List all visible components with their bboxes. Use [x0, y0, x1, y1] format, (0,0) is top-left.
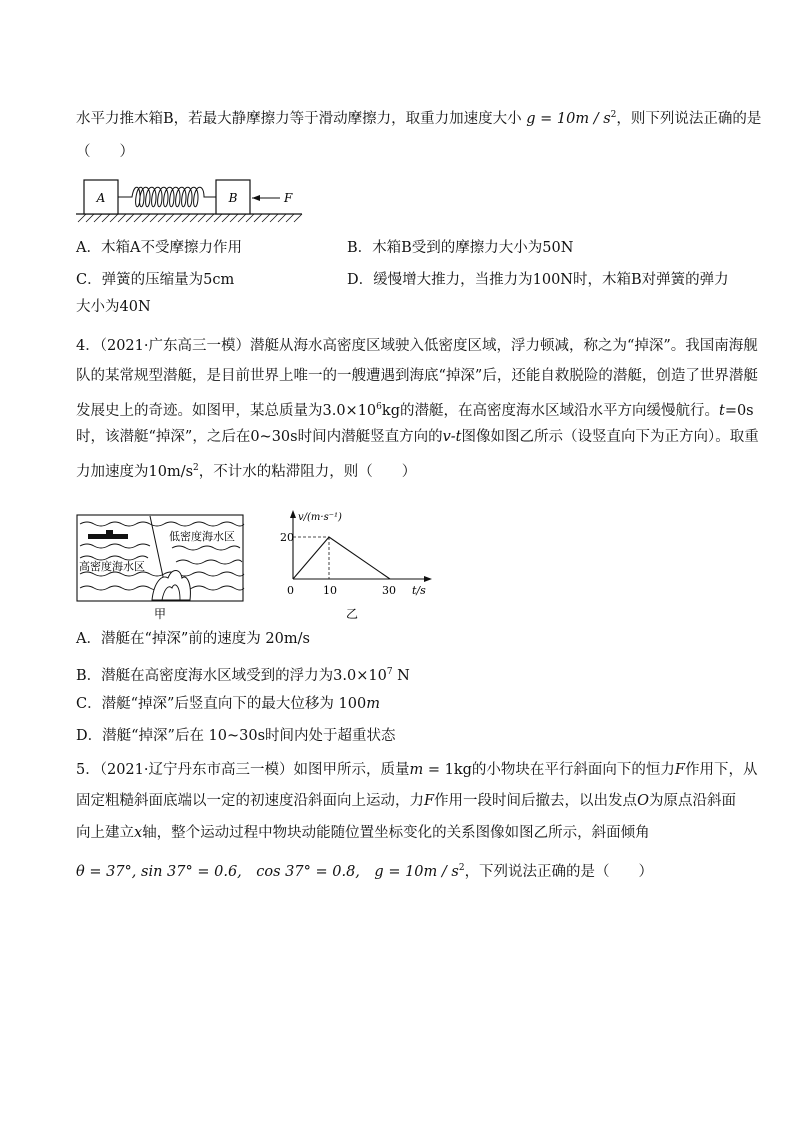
q4-line5-text: 力加速度为10m/s [76, 463, 194, 480]
q5-line1-text: 5．（2021·辽宁丹东市高三一模）如图甲所示，质量 [76, 762, 410, 778]
q5-line4-end: ，下列说法正确的是（ ） [464, 863, 654, 880]
tick-x-0: 0 [287, 584, 294, 597]
q4-line2: 队的某常规型潜艇，是目前世界上唯一的一艘遭遇到海底“掉深”后，还能自救脱险的潜艇，创造了世界潜艇 [76, 368, 758, 384]
q3-gravity-value: g = 10m / s [526, 110, 611, 127]
q5-m-symbol: m [409, 762, 424, 778]
q5-line2-text: 固定粗糙斜面底端以一定的初速度沿斜面向上运动，力 [76, 793, 424, 809]
q4-line5-text-end: ，不计水的粘滞阻力，则（ ） [198, 463, 417, 480]
force-arrow-head [252, 195, 260, 201]
q3-option-c: C．弹簧的压缩量为5cm [76, 272, 235, 288]
q4-line3-text: 发展史上的奇迹。如图甲，某总质量为 [76, 402, 323, 419]
ground-hatching [78, 214, 302, 222]
q3-gravity-exponent: 2 [610, 110, 617, 120]
q4-figure-yi [278, 508, 438, 626]
q5-line2-end: 为原点沿斜面 [648, 793, 736, 809]
q5-line1-mid: 的小物块在平行斜面向下的恒力 [471, 762, 675, 778]
q5-line1-end: 作用下，从 [684, 762, 758, 778]
q4-option-d: D．潜艇“掉深”后在 10~30s时间内处于超重状态 [76, 728, 396, 744]
y-axis-label: v/(m·s⁻¹) [298, 512, 342, 523]
q4-option-c [76, 693, 726, 715]
q4-line3-text-end: 的潜艇，在高密度海水区域沿水平方向缓慢航行。 [399, 402, 719, 419]
q4-mass-value: 3.0×10 [322, 402, 377, 419]
q3-spring-figure [74, 172, 306, 228]
box-a-label: A [96, 191, 106, 205]
q3-stem-text: 水平力推木箱B，若最大静摩擦力等于滑动摩擦力，取重力加速度大小 [76, 110, 522, 127]
q4-option-c-text: C．潜艇“掉深”后竖直向下的最大位移为 100 [76, 696, 367, 712]
q5-line3-text: 向上建立 [76, 825, 134, 841]
q3-option-b: B．木箱B受到的摩擦力大小为50N [347, 240, 574, 256]
q4-mass-exponent: 6 [376, 402, 382, 412]
q5-line3 [76, 822, 726, 844]
q4-accel-exponent: 2 [193, 463, 199, 473]
submarine-tower [106, 530, 113, 535]
q3-option-d-line2: 大小为40N [76, 299, 151, 315]
y-axis-arrow [290, 510, 296, 518]
q4-option-c-unit: m [366, 696, 380, 712]
force-label: F [284, 191, 293, 205]
x-axis-arrow [424, 576, 432, 582]
q3-option-a: A．木箱A不受摩擦力作用 [76, 240, 242, 256]
q4-figure-jia [76, 512, 246, 624]
vt-line [293, 537, 390, 579]
q5-origin-symbol: O [637, 793, 649, 809]
figure-jia-caption: 甲 [153, 607, 167, 621]
q5-line2-mid: 作用一段时间后撤去，以出发点 [434, 793, 638, 809]
q4-line4 [76, 426, 759, 448]
q4-line3 [76, 396, 754, 422]
q3-stem-text-end: ，则下列说法正确的是 [616, 110, 762, 127]
tick-y-20: 20 [280, 531, 294, 544]
figure-yi-caption: 乙 [345, 607, 359, 621]
q5-line2 [76, 790, 736, 812]
low-density-label: 低密度海水区 [169, 530, 235, 543]
q4-option-b-text: B．潜艇在高密度海水区域受到的浮力为 [76, 667, 334, 684]
q3-stem-line1 [76, 104, 762, 130]
q5-x-symbol: x [134, 825, 143, 841]
q5-f-symbol: F [674, 762, 685, 778]
tick-x-10: 10 [323, 584, 337, 597]
q5-f-symbol-2: F [424, 793, 435, 809]
q4-buoyancy-exponent: 7 [386, 667, 393, 677]
q5-m-value: = 1kg [423, 762, 472, 778]
q5-gravity-exponent: 2 [458, 863, 465, 873]
q4-line4-text-end: 图像如图乙所示（设竖直向下为正方向）。取重 [461, 429, 759, 445]
q4-t-zero: =0s [724, 402, 754, 419]
q4-vt-symbol: v-t [442, 429, 462, 445]
q4-buoyancy-value: 3.0×10 [333, 667, 387, 684]
q4-line1: 4．（2021·广东高三一模）潜艇从海水高密度区域驶入低密度区域，浮力顿减，称之为“掉深”。我国南海舰 [76, 338, 758, 354]
q4-option-a: A．潜艇在“掉深”前的速度为 20m/s [76, 631, 310, 647]
q4-line5 [76, 457, 726, 483]
tick-x-30: 30 [382, 584, 396, 597]
q4-option-b [76, 661, 726, 687]
spring [118, 187, 216, 207]
x-axis-label: t/s [412, 584, 426, 597]
q5-angle-values: θ = 37°, sin 37° = 0.6, cos 37° = 0.8, [76, 863, 375, 880]
high-density-label: 高密度海水区 [79, 560, 145, 573]
q4-t-symbol: t [718, 402, 725, 419]
q5-gravity-value: g = 10m / s [374, 863, 459, 880]
q5-line3-end: 轴，整个运动过程中物块动能随位置坐标变化的关系图像如图乙所示，斜面倾角 [142, 825, 650, 841]
q4-mass-unit: kg [381, 402, 400, 419]
box-b-label: B [228, 191, 238, 205]
q4-line4-text: 时，该潜艇“掉深”，之后在0~30s时间内潜艇竖直方向的 [76, 429, 443, 445]
q3-stem-line2: （ ） [76, 144, 134, 160]
q3-option-d-line1: D．缓慢增大推力，当推力为100N时，木箱B对弹簧的弹力 [347, 272, 729, 288]
q5-line4 [76, 857, 726, 883]
q5-line1 [76, 759, 758, 781]
q4-buoyancy-unit: N [392, 667, 410, 684]
